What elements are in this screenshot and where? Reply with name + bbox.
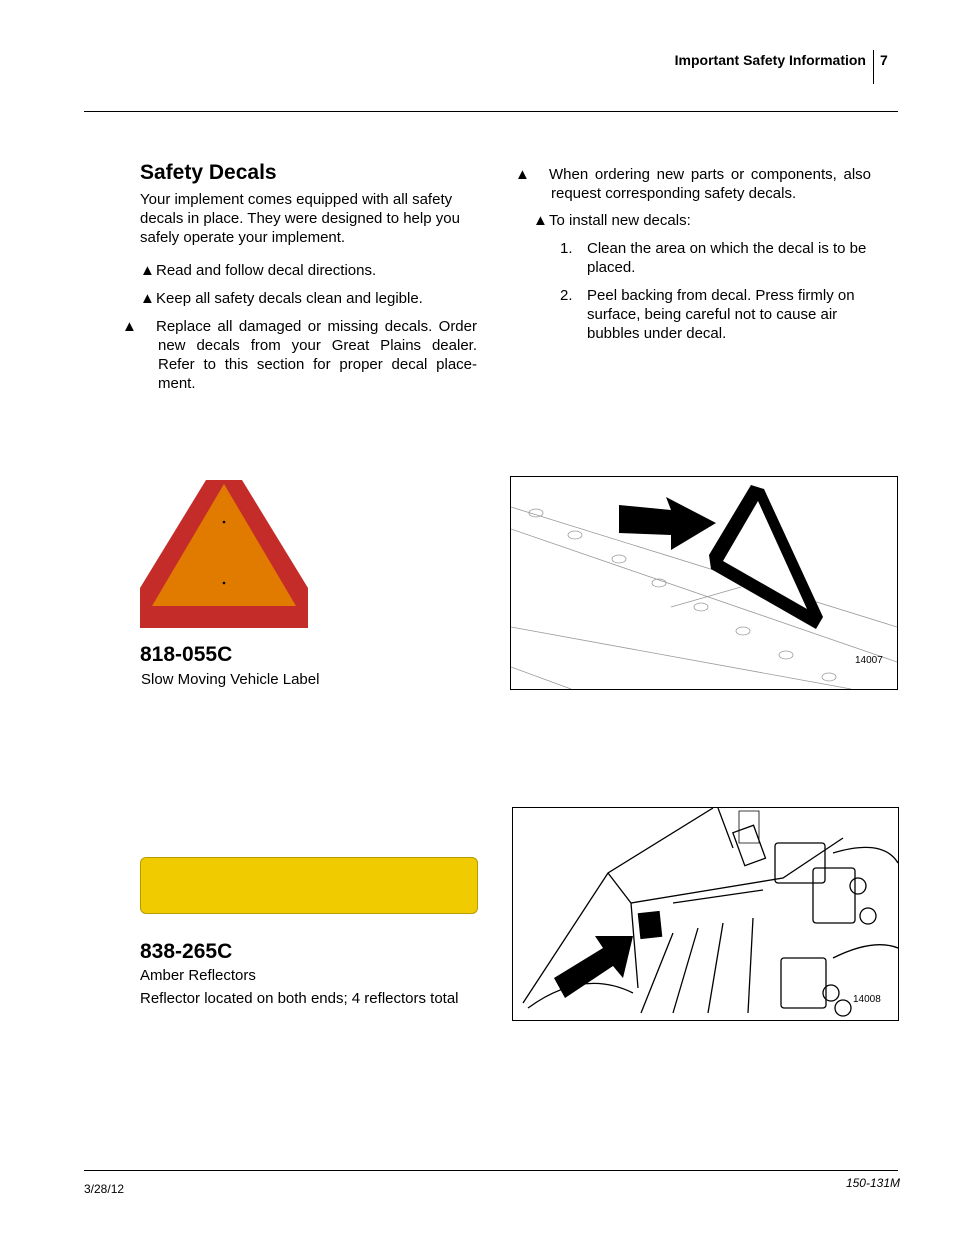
decal-location-figure xyxy=(510,476,898,690)
amber-reflector xyxy=(140,857,478,914)
bullet-item: ▲ When ordering new parts or components, also request corresponding safety decals. xyxy=(515,166,871,202)
triangle-bullet-icon: ▲ xyxy=(140,262,155,279)
footer-doc-number: 150-131M xyxy=(845,1176,900,1190)
triangle-bullet-icon: ▲ xyxy=(533,212,548,229)
header-section-title: Important Safety Information xyxy=(674,52,866,68)
footer-date: 3/28/12 xyxy=(84,1182,125,1196)
triangle-bullet-icon: ▲ xyxy=(122,318,137,335)
footer-rule xyxy=(84,1170,898,1171)
bullet-item: ▲Keep all safety decals clean and legible. xyxy=(140,290,423,307)
step-number: 2. xyxy=(560,287,573,304)
decal-caption: Amber Reflectors xyxy=(140,967,256,984)
reflector-location-figure xyxy=(512,807,899,1021)
triangle-bullet-icon: ▲ xyxy=(515,166,530,183)
slow-moving-vehicle-emblem xyxy=(140,480,308,628)
implement-drawing xyxy=(513,808,898,1020)
implement-drawing xyxy=(511,477,897,689)
bullet-item: ▲ Replace all damaged or missing decals. Order new decals from your Great Plains dealer. Refer to this section for proper decal place-ment. xyxy=(122,318,477,392)
step-number: 1. xyxy=(560,240,573,257)
decal-caption: Slow Moving Vehicle Label xyxy=(141,671,320,688)
step-text: Peel backing from decal. Press firmly on surface, being careful not to cause air bubbles under decal. xyxy=(587,287,855,342)
triangle-bullet-icon: ▲ xyxy=(140,290,155,307)
decal-caption: Reflector located on both ends; 4 reflectors total xyxy=(140,990,459,1007)
header-rule xyxy=(84,111,898,112)
section-title: Safety Decals xyxy=(140,161,277,184)
decal-part-number: 818-055C xyxy=(140,643,233,666)
page-number: 7 xyxy=(880,52,888,68)
figure-number: 14007 xyxy=(855,655,883,666)
bullet-item: ▲To install new decals: xyxy=(533,212,691,229)
decal-part-number: 838-265C xyxy=(140,940,233,963)
header-divider xyxy=(873,50,874,84)
step-text: Clean the area on which the decal is to be placed. xyxy=(587,240,867,276)
bullet-item: ▲Read and follow decal directions. xyxy=(140,262,377,279)
intro-paragraph: Your implement comes equipped with all safety decals in place. They were designed to help you safely operate your implement. xyxy=(140,191,460,246)
figure-number: 14008 xyxy=(853,994,881,1005)
